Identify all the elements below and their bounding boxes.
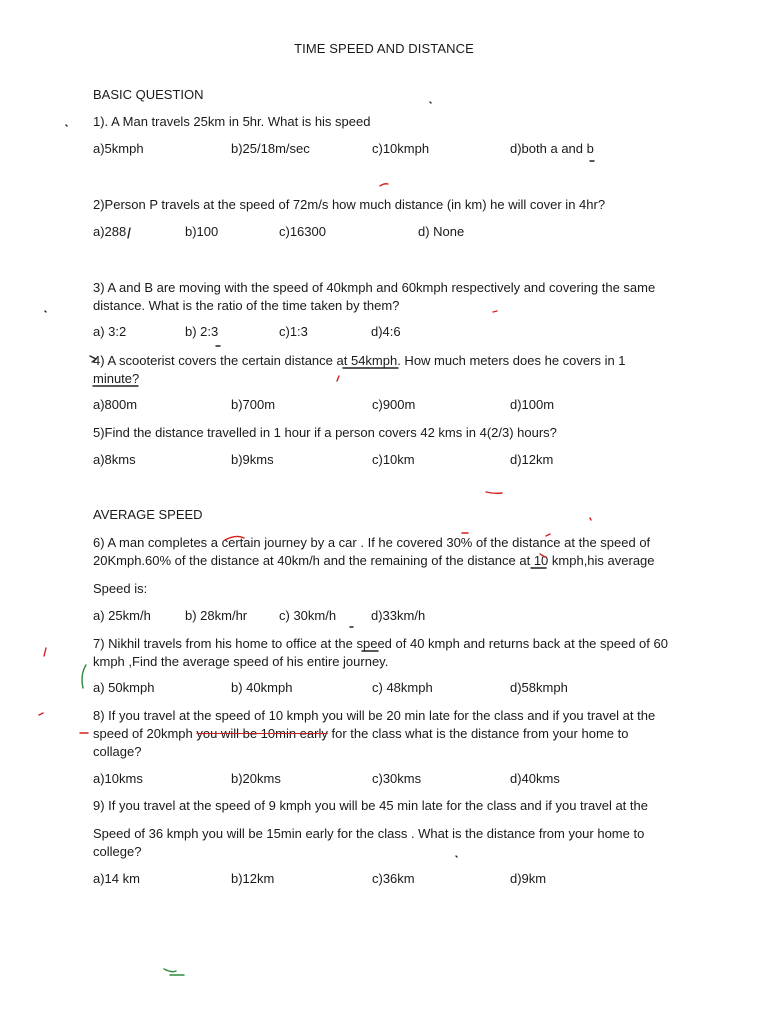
question-1-option-a: a)5kmph — [93, 141, 144, 156]
question-1-options — [93, 141, 693, 159]
question-2-option-a: a)288 — [93, 224, 127, 239]
pen-mark — [45, 311, 46, 312]
question-8-text — [93, 707, 673, 761]
question-5-option-a: a)8kms — [93, 452, 136, 467]
section-heading-average: AVERAGE SPEED — [93, 507, 203, 522]
document-title: TIME SPEED AND DISTANCE — [294, 41, 474, 56]
question-9-option-b: b)12km — [231, 871, 275, 886]
question-9-text-continued: Speed of 36 kmph you will be 15min early for the class . What is the distance from your home to college? — [93, 826, 645, 859]
question-2-option-d: d) None — [418, 224, 465, 239]
question-8-option-d: d)40kms — [510, 771, 560, 786]
section-heading-basic: BASIC QUESTION — [93, 87, 204, 102]
question-1-option-b: b)25/18m/sec — [231, 141, 310, 156]
question-8-options — [93, 771, 693, 789]
question-8-struck-text: you will be 10min early — [196, 726, 328, 741]
question-2-options — [93, 224, 693, 242]
question-4-option-b: b)700m — [231, 397, 276, 412]
pen-mark — [44, 648, 46, 656]
question-4-option-a: a)800m — [93, 397, 138, 412]
question-8-text-part-2: for the class what is the distance from your home to collage? — [93, 726, 629, 759]
question-9-option-a: a)14 km — [93, 871, 140, 886]
question-1-option-d: d)both a and b — [510, 141, 594, 156]
question-3-option-d: d)4:6 — [371, 324, 401, 339]
pen-mark — [380, 184, 388, 186]
question-6-text-continued: Speed is: — [93, 581, 148, 596]
question-1-text: 1). A Man travels 25km in 5hr. What is his speed — [93, 114, 371, 129]
question-3-options — [93, 324, 693, 342]
question-4-options — [93, 397, 693, 415]
question-5-text: 5)Find the distance travelled in 1 hour if a person covers 42 kms in 4(2/3) hours? — [93, 425, 557, 440]
question-8-text-part-1: 8) If you travel at the speed of 10 kmph you will be 20 min late for the class and if you travel at the speed of 20kmph — [93, 708, 656, 741]
question-8-option-c: c)30kms — [372, 771, 422, 786]
question-7-options — [93, 680, 693, 698]
pen-mark — [590, 518, 591, 520]
pen-mark — [486, 492, 502, 493]
question-3-option-c: c)1:3 — [279, 324, 308, 339]
question-9-options — [93, 871, 693, 889]
question-2-text: 2)Person P travels at the speed of 72m/s how much distance (in km) he will cover in 4hr? — [93, 197, 606, 212]
question-3-option-a: a) 3:2 — [93, 324, 127, 339]
question-8-option-b: b)20kms — [231, 771, 281, 786]
question-7-option-d: d)58kmph — [510, 680, 568, 695]
question-6-option-a: a) 25km/h — [93, 608, 151, 623]
question-6-option-c: c) 30km/h — [279, 608, 337, 623]
question-3-text: 3) A and B are moving with the speed of 40kmph and 60kmph respectively and covering the same distance. What is the ratio of the time taken by them? — [93, 280, 656, 313]
pen-mark — [39, 713, 43, 715]
question-6-option-b: b) 28km/hr — [185, 608, 248, 623]
question-5-option-d: d)12km — [510, 452, 554, 467]
question-5-option-c: c)10km — [372, 452, 415, 467]
question-6-option-d: d)33km/h — [371, 608, 426, 623]
question-4-option-c: c)900m — [372, 397, 416, 412]
question-8-option-a: a)10kms — [93, 771, 143, 786]
question-7-option-b: b) 40kmph — [231, 680, 293, 695]
question-1-option-c: c)10kmph — [372, 141, 430, 156]
question-6-text: 6) A man completes a certain journey by a car . If he covered 30% of the distance at the speed of 20Kmph.60% of the distance at 40km/h and the remaining of the distance at 10 kmph,his average — [93, 535, 655, 568]
pen-mark — [164, 969, 184, 975]
question-9-text: 9) If you travel at the speed of 9 kmph you will be 45 min late for the class and if you travel at the — [93, 798, 648, 813]
pen-mark — [66, 125, 67, 126]
question-4-option-d: d)100m — [510, 397, 555, 412]
question-6-options — [93, 608, 693, 626]
question-7-option-a: a) 50kmph — [93, 680, 155, 695]
question-7-option-c: c) 48kmph — [372, 680, 433, 695]
pen-mark — [82, 665, 86, 688]
question-9-option-c: c)36km — [372, 871, 415, 886]
question-4-text: 4) A scooterist covers the certain distance at 54kmph. How much meters does he covers in 1 minute? — [93, 353, 626, 386]
question-9-option-d: d)9km — [510, 871, 547, 886]
question-2-option-b: b)100 — [185, 224, 219, 239]
question-2-option-c: c)16300 — [279, 224, 326, 239]
pen-mark — [430, 102, 431, 103]
question-5-option-b: b)9kms — [231, 452, 274, 467]
question-7-text: 7) Nikhil travels from his home to office at the speed of 40 kmph and returns back at the speed of 60 kmph ,Find the average speed of his entire journey. — [93, 636, 668, 669]
question-3-option-b: b) 2:3 — [185, 324, 219, 339]
question-5-options — [93, 452, 693, 470]
